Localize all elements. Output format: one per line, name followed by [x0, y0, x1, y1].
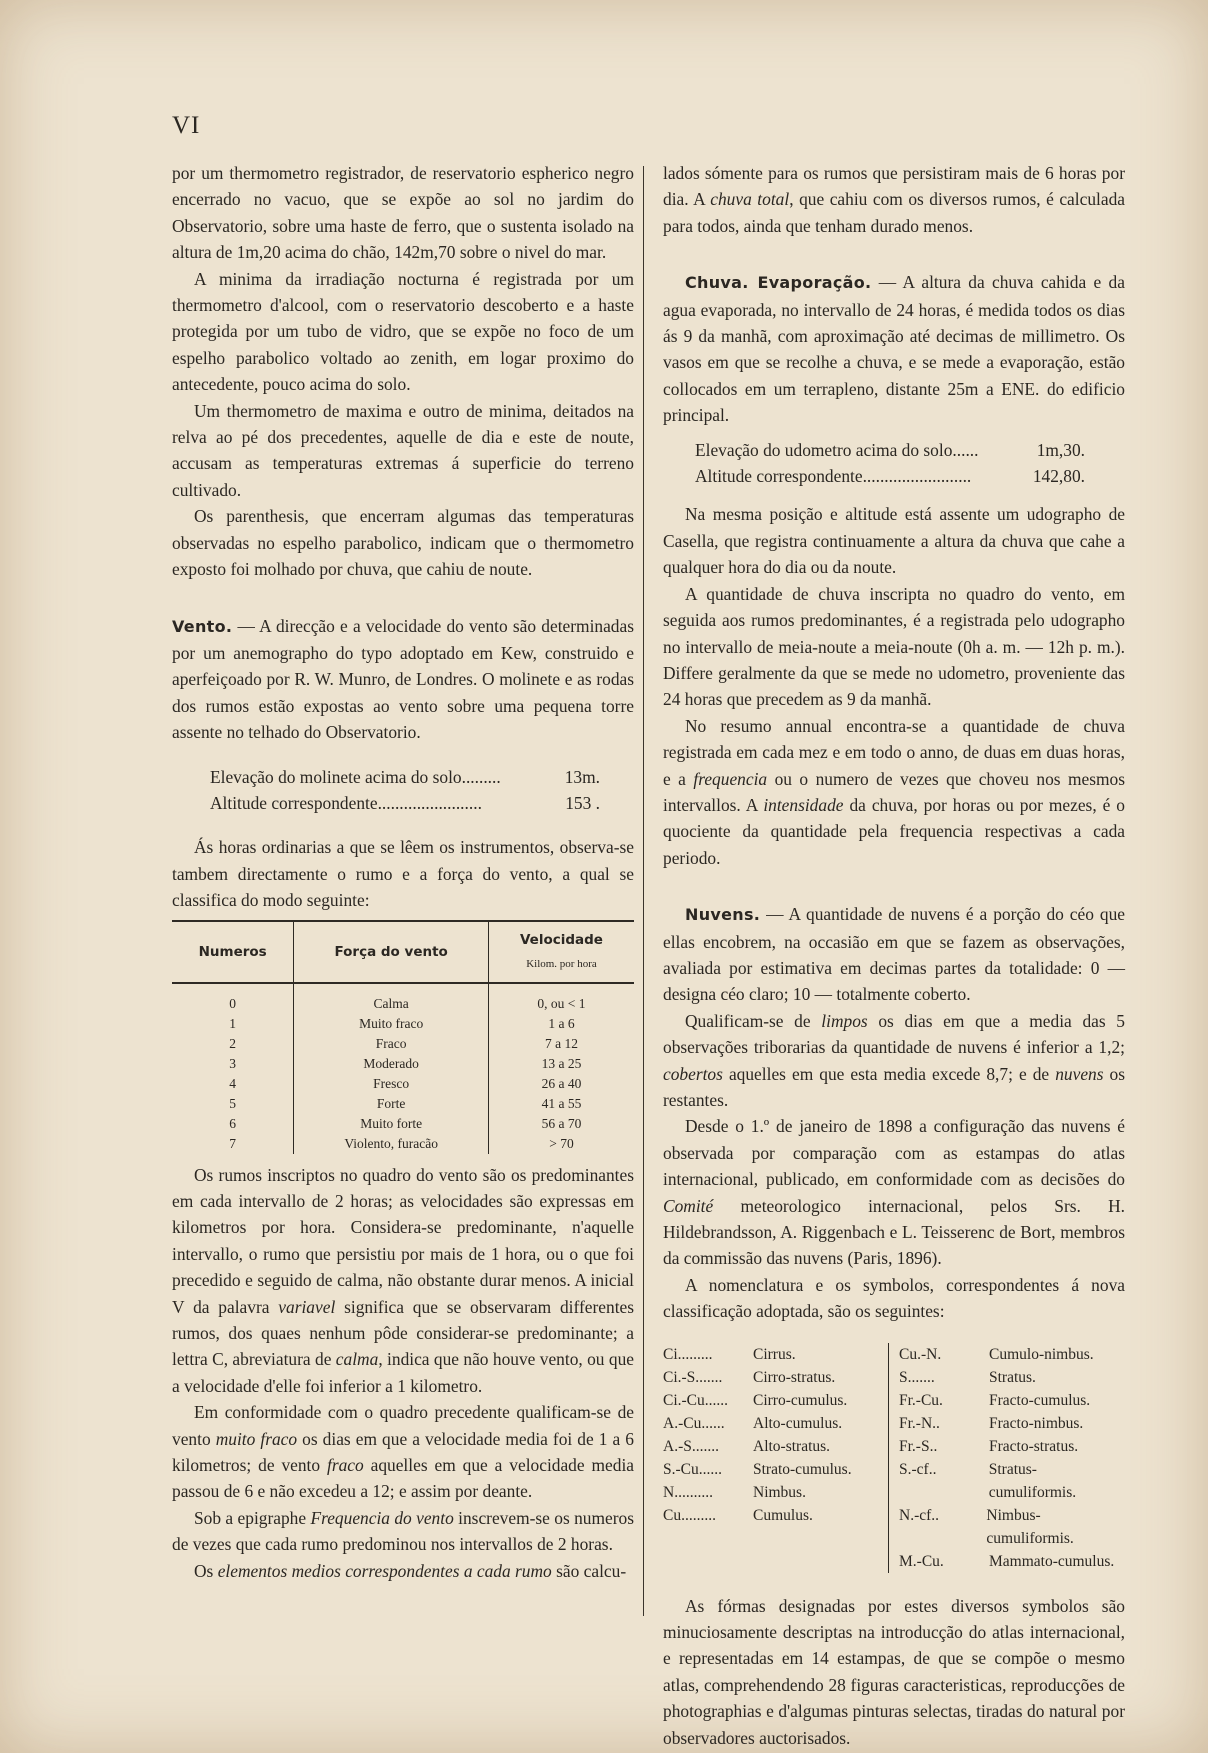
symbol-abbrev: S.-cf.. — [899, 1460, 937, 1478]
symbol-name: Fracto-nimbus. — [989, 1414, 1084, 1432]
symbol-name: Alto-stratus. — [753, 1437, 831, 1455]
symbol-name: Fracto-stratus. — [989, 1437, 1079, 1455]
symbol-row — [663, 1481, 888, 1504]
stat-row: Elevação do molinete acima do solo......... 13m. — [210, 766, 600, 787]
cell-velocidade: 56 a 70 — [541, 1115, 582, 1131]
cell-forca: Forte — [294, 1094, 489, 1114]
symbol-abbrev: S.-Cu...... — [663, 1460, 722, 1478]
table-header: Velocidade Kilom. por hora — [519, 931, 603, 970]
symbol-name: Cirro-cumulus. — [753, 1391, 848, 1409]
paragraph: Desde o 1.º de janeiro de 1898 a configuração das nuvens é observada por comparação com as estampas do atlas internacional, publicado, em conformidade com as decisões do Comité meteorologico internacional, pelos Srs. H. Hildebrandsson, A. Riggenbach e L. Teisserenc de Bort, membros da commissão das nuvens (Paris, 1896). — [663, 1116, 1125, 1269]
table-row — [172, 1114, 634, 1134]
symbol-row — [899, 1343, 1124, 1366]
symbol-row — [899, 1366, 1124, 1389]
cell-numero: 1 — [229, 1015, 237, 1031]
paragraph-nuvens: Nuvens. — A quantidade de nuvens é a porção do céo que ellas encobrem, na occasião em que se fazem as observações, avaliada por estimativa em decimas partes da totalidade: 0 — designa céo claro; 10 — totalmente coberto. — [663, 904, 1125, 1005]
cell-numero: 6 — [229, 1115, 237, 1131]
cell-velocidade: 1 a 6 — [548, 1015, 575, 1031]
cell-numero: 4 — [229, 1075, 237, 1091]
table-row — [172, 1034, 634, 1054]
symbol-row — [899, 1412, 1124, 1435]
symbol-row — [663, 1435, 888, 1458]
paragraph: Na mesma posição e altitude está assente um udographo de Casella, que registra continuamente a altura da chuva que cahe a qualquer hora do dia ou da noute. — [663, 504, 1125, 578]
cell-forca: Calma — [294, 983, 489, 1014]
symbol-abbrev: Ci......... — [663, 1345, 713, 1363]
table-row — [172, 983, 634, 1014]
symbol-name: Cumulus. — [753, 1506, 813, 1524]
table-row — [172, 1094, 634, 1114]
cell-velocidade: 13 a 25 — [541, 1055, 582, 1071]
paragraph: No resumo annual encontra-se a quantidade de chuva registrada em cada mez e em todo o anno, de duas em duas horas, e a frequencia ou o numero de vezes que choveu nos mesmos intervallos. A intensidade da chuva, por horas ou por mezes, é o quociente da quantidade pela frequencia respectivas a cada periodo. — [663, 715, 1125, 868]
symbol-name: Cirro-stratus. — [753, 1368, 836, 1386]
symbol-row — [663, 1412, 888, 1435]
paragraph: A quantidade de chuva inscripta no quadro do vento, em seguida aos rumos predominantes, é a registrada pelo udographo no intervallo de meia-noute a meia-noute (0h a. m. — 12h p. m.). Differe geralmente da que se mede no udometro, proveniente das 24 horas que precedem as 9 da manhã. — [663, 583, 1125, 710]
cell-forca: Muito forte — [294, 1114, 489, 1134]
symbol-row — [899, 1458, 1124, 1504]
symbol-name: Alto-cumulus. — [753, 1414, 843, 1432]
symbol-row — [899, 1504, 1124, 1550]
cell-numero: 0 — [229, 995, 237, 1011]
wind-force-table — [172, 920, 634, 1154]
symbol-row — [663, 1458, 888, 1481]
page-number: VI — [172, 112, 201, 139]
symbol-row — [663, 1504, 888, 1527]
symbol-name: Stratus. — [989, 1368, 1036, 1386]
table-header: Numeros — [198, 943, 267, 960]
symbol-abbrev: S....... — [899, 1368, 935, 1386]
left-column — [172, 160, 634, 1584]
symbol-abbrev: Ci.-S....... — [663, 1368, 723, 1386]
column-divider — [643, 166, 644, 1616]
table-row — [172, 1054, 634, 1074]
paragraph: Qualificam-se de limpos os dias em que a media das 5 observações triborarias da quantidade de nuvens é inferior a 1,2; cobertos aquelles em que esta media excede 8,7; e de nuvens os restantes. — [663, 1010, 1126, 1110]
stat-row: Elevação do udometro acima do solo...... 1m,30. — [695, 439, 1085, 460]
cloud-symbols-list — [663, 1343, 1125, 1573]
symbol-abbrev: A.-S....... — [663, 1437, 719, 1455]
cell-velocidade: 26 a 40 — [541, 1075, 582, 1091]
section-heading: Nuvens. — [685, 905, 761, 925]
symbol-abbrev: A.-Cu...... — [663, 1414, 725, 1432]
symbol-name: Stratus-cumuliformis. — [988, 1460, 1077, 1501]
symbol-abbrev: N.-cf.. — [899, 1506, 940, 1524]
paragraph: Um thermometro de maxima e outro de minima, deitados na relva ao pé dos precedentes, aquelle de dia e este de noute, accusam as temperaturas extremas á superficie do terreno cultivado. — [172, 400, 634, 500]
table-header: Força do vento — [294, 921, 489, 983]
paragraph: A minima da irradiação nocturna é registrada por um thermometro d'alcool, com o reservatorio descoberto e a haste protegida por um tubo de vidro, que se expõe no foco de um espelho parabolico voltado ao zenith, em logar proximo do antecedente, pouco acima do solo. — [172, 268, 634, 395]
paragraph: lados sómente para os rumos que persistiram mais de 6 horas por dia. A chuva total, que cahiu com os diversos rumos, é calculada para todos, ainda que tenham durado menos. — [663, 163, 1125, 236]
table-row — [172, 1074, 634, 1094]
stat-row: Altitude correspondente........................ 153 . — [210, 792, 600, 813]
right-column — [663, 160, 1125, 1751]
paragraph: Sob a epigraphe Frequencia do vento inscrevem-se os numeros de vezes que cada rumo predominou nos intervallos de 2 horas. — [172, 1507, 634, 1555]
symbol-abbrev: Cu.-N. — [899, 1345, 942, 1363]
symbol-name: Nimbus-cumuliformis. — [986, 1506, 1074, 1547]
paragraph: por um thermometro registrador, de reservatorio espherico negro encerrado no vacuo, que se expõe ao sol no jardim do Observatorio, sobre uma haste de ferro, que o sustenta isolado na altura de 1m,20 acima do chão, 142m,70 sobre o nivel do mar. — [172, 163, 634, 263]
cell-numero: 3 — [229, 1055, 237, 1071]
paragraph-chuva: Chuva. Evaporação. — A altura da chuva cahida e da agua evaporada, no intervallo de 24 horas, é medida todos os dias ás 9 da manhã, com aproximação até decimas de millimetro. Os vasos em que se recolhe a chuva, e se mede a evaporação, estão collocados em um terrapleno, distante 25m a ENE. do edificio principal. — [663, 272, 1125, 426]
symbol-row — [663, 1366, 888, 1389]
symbol-name: Cumulo-nimbus. — [989, 1345, 1094, 1363]
symbol-name: Mammato-cumulus. — [989, 1552, 1115, 1570]
cell-velocidade: 41 a 55 — [541, 1095, 582, 1111]
cell-forca: Fraco — [294, 1034, 489, 1054]
cell-forca: Muito fraco — [294, 1014, 489, 1034]
symbol-abbrev: N.......... — [663, 1483, 713, 1501]
section-heading: Chuva. Evaporação. — [685, 273, 872, 293]
cell-numero: 7 — [229, 1135, 237, 1151]
symbols-column — [663, 1343, 888, 1573]
symbols-column — [888, 1343, 1124, 1573]
paragraph: Em conformidade com o quadro precedente qualificam-se de vento muito fraco os dias em que a velocidade media foi de 1 a 6 kilometros; de vento fraco aquelles em que a velocidade media passou de 6 e não excedeu a 12; e assim por deante. — [172, 1402, 635, 1502]
paragraph: Ás horas ordinarias a que se lêem os instrumentos, observa-se tambem directamente o rumo e a força do vento, a qual se classifica do modo seguinte: — [172, 837, 634, 911]
cell-forca: Fresco — [294, 1074, 489, 1094]
table-row — [172, 1014, 634, 1034]
symbol-abbrev: Ci.-Cu...... — [663, 1391, 729, 1409]
symbol-row — [663, 1343, 888, 1366]
symbol-name: Nimbus. — [753, 1483, 806, 1501]
symbol-row — [899, 1435, 1124, 1458]
symbol-abbrev: Fr.-Cu. — [899, 1391, 943, 1409]
cell-velocidade: 7 a 12 — [544, 1035, 578, 1051]
symbol-name: Fracto-cumulus. — [989, 1391, 1091, 1409]
paragraph: A nomenclatura e os symbolos, correspondentes á nova classificação adoptada, são os seguintes: — [663, 1274, 1125, 1322]
symbol-abbrev: Cu......... — [663, 1506, 716, 1524]
paragraph: Os parenthesis, que encerram algumas das temperaturas observadas no espelho parabolico, indicam que o thermometro exposto foi molhado por chuva, que cahiu de noute. — [172, 506, 634, 580]
symbol-row — [663, 1389, 888, 1412]
symbol-name: Cirrus. — [753, 1345, 796, 1363]
symbol-abbrev: M.-Cu. — [899, 1552, 944, 1570]
cell-velocidade: > 70 — [549, 1135, 574, 1151]
symbol-row — [899, 1550, 1124, 1573]
symbol-abbrev: Fr.-S.. — [899, 1437, 938, 1455]
paragraph: As fórmas designadas por estes diversos symbolos são minuciosamente descriptas na introducção do atlas internacional, e representadas em 14 estampas, de que se compõe o mesmo atlas, comprehendendo 28 figuras caracteristicas, reproducções de photographias e d'algumas pinturas selectas, tiradas do natural por observadores auctorisados. — [663, 1595, 1125, 1748]
cell-velocidade: 0, ou < 1 — [537, 995, 586, 1011]
paragraph: Os elementos medios correspondentes a cada rumo são calcu- — [194, 1560, 627, 1581]
cell-forca: Violento, furacão — [294, 1134, 489, 1154]
symbol-name: Strato-cumulus. — [753, 1460, 852, 1478]
paragraph-vento: Vento. — A direcção e a velocidade do vento são determinadas por um anemographo do typo adoptado em Kew, construido e aperfeiçoado por R. W. Munro, de Londres. O molinete e as rodas dos rumos estão expostas ao vento sobre uma pequena torre assente no telhado do Observatorio. — [172, 615, 634, 743]
symbol-row — [899, 1389, 1124, 1412]
symbol-abbrev: Fr.-N.. — [899, 1414, 940, 1432]
cell-forca: Moderado — [294, 1054, 489, 1074]
paragraph: Os rumos inscriptos no quadro do vento são os predominantes em cada intervallo de 2 horas; as velocidades são expressas em kilometros por hora. Considera-se predominante, n'aquelle intervallo, o rumo que persistiu por mais de 1 hora, ou o que foi precedido e seguido de calma, não obstante durar menos. A inicial V da palavra variavel significa que se observaram differentes rumos, dos quaes nenhum pôde considerar-se predominante; a lettra C, abreviatura de calma, indica que não houve vento, ou que a velocidade d'elle foi inferior a 1 kilometro. — [172, 1164, 635, 1396]
cell-numero: 2 — [229, 1035, 237, 1051]
stat-row: Altitude correspondente......................... 142,80. — [695, 466, 1085, 487]
table-row — [172, 1134, 634, 1154]
cell-numero: 5 — [229, 1095, 237, 1111]
section-heading: Vento. — [172, 616, 233, 636]
